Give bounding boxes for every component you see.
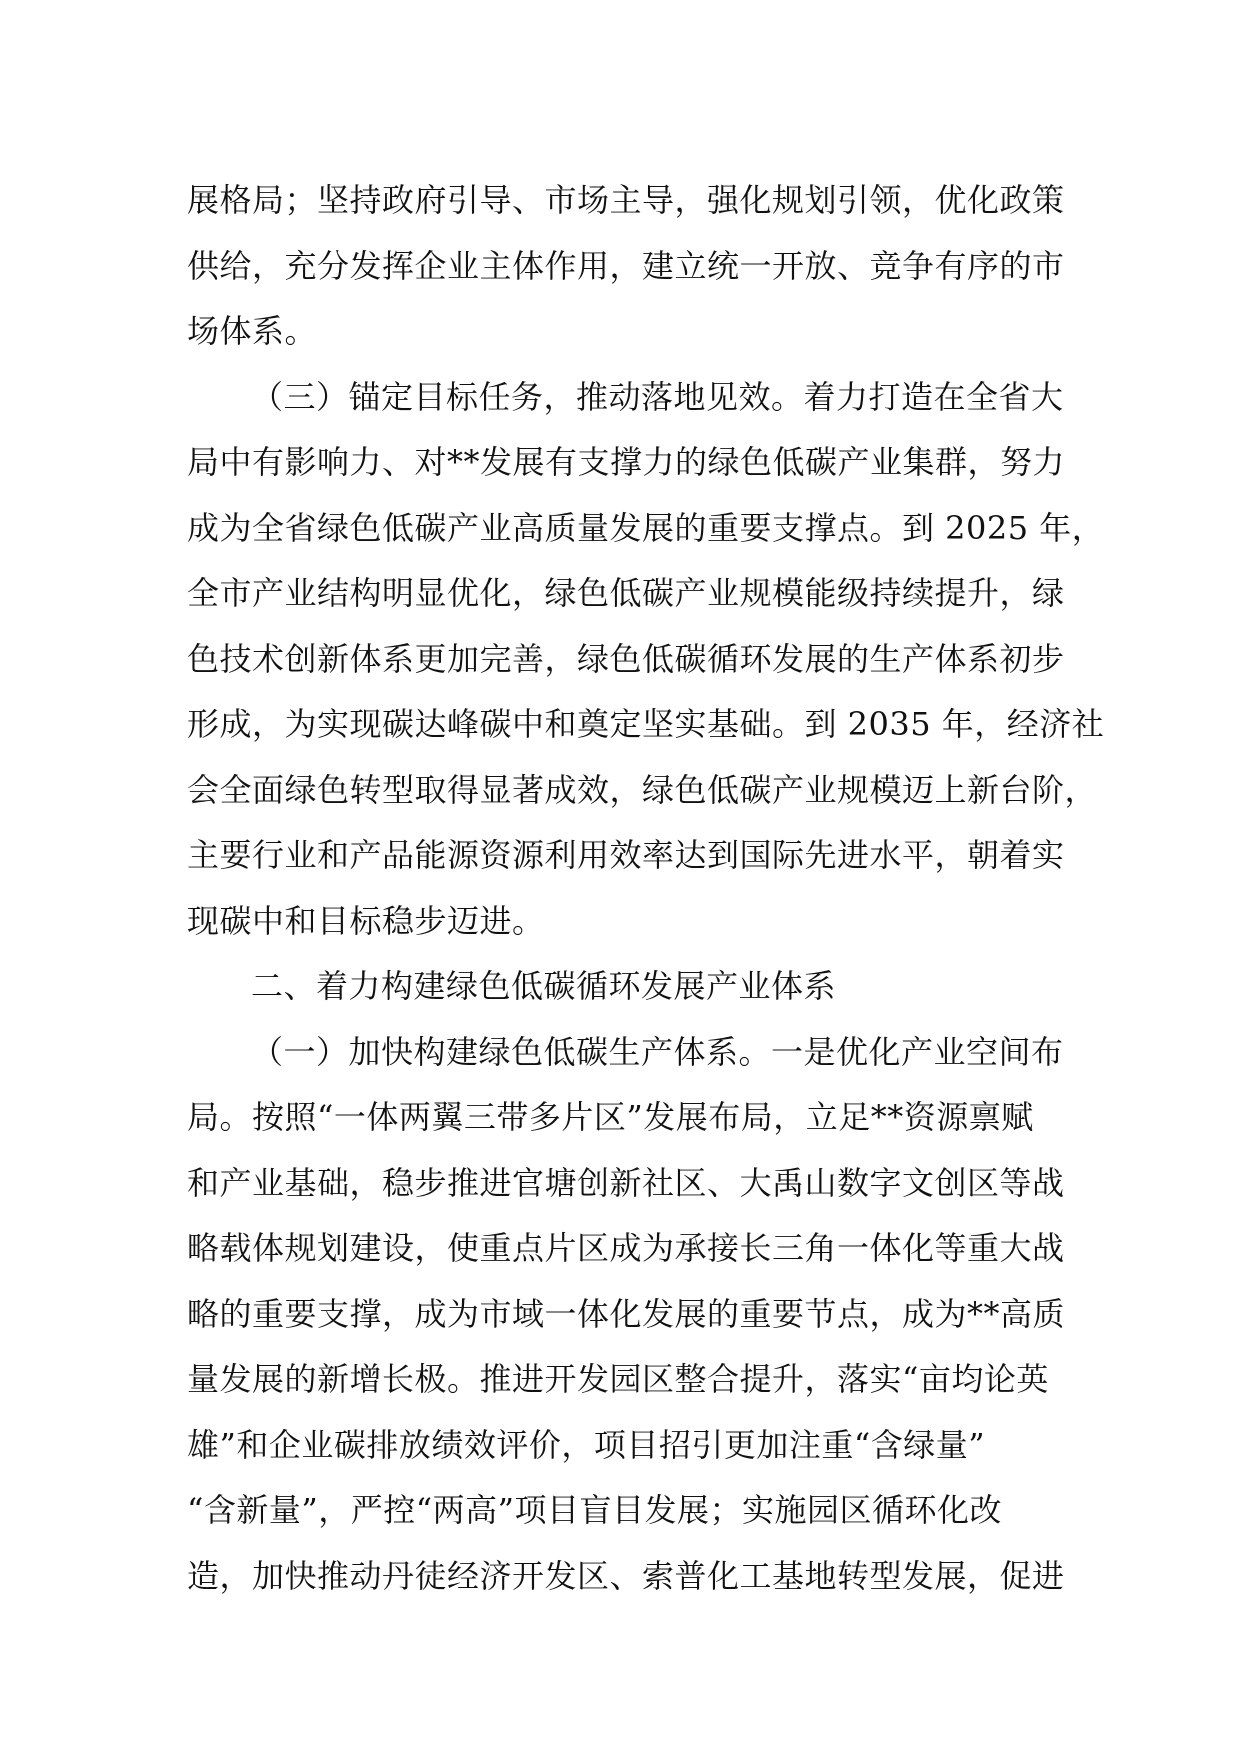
- text-line: 略载体规划建设，使重点片区成为承接长三角一体化等重大战: [187, 1229, 1065, 1267]
- text-line: 场体系。: [187, 312, 318, 350]
- text-line: 全市产业结构明显优化，绿色低碳产业规模能级持续提升，绿: [187, 574, 1065, 612]
- text-line: 造，加快推动丹徒经济开发区、索普化工基地转型发展，促进: [187, 1556, 1065, 1595]
- paragraph-heading-line: （一）加快构建绿色低碳生产体系。一是优化产业空间布: [251, 1032, 1064, 1071]
- paragraph-heading-line: （三）锚定目标任务，推动落地见效。着力打造在全省大: [251, 377, 1064, 416]
- text-line: 量发展的新增长极。推进开发园区整合提升，落实“亩均论英: [187, 1360, 1049, 1398]
- text-line: 供给，充分发挥企业主体作用，建立统一开放、竞争有序的市: [187, 246, 1065, 285]
- text-line: 雄”和企业碳排放绩效评价，项目招引更加注重“含绿量”: [187, 1425, 986, 1464]
- text-line: “含新量”，严控“两高”项目盲目发展；实施园区循环化改: [187, 1491, 1002, 1529]
- section-heading: 二、着力构建绿色低碳循环发展产业体系: [251, 967, 837, 1005]
- text-line: 成为全省绿色低碳产业高质量发展的重要支撑点。到 2025 年，: [187, 508, 1105, 547]
- body-text: [187, 168, 1105, 1609]
- text-line: 现碳中和目标稳步迈进。: [187, 901, 545, 940]
- text-line: 略的重要支撑，成为市域一体化发展的重要节点，成为**高质: [187, 1294, 1066, 1333]
- text-line: 和产业基础，稳步推进官塘创新社区、大禹山数字文创区等战: [187, 1163, 1065, 1202]
- text-line: 色技术创新体系更加完善，绿色低碳循环发展的生产体系初步: [187, 639, 1065, 678]
- text-line: 局。按照“一体两翼三带多片区”发展布局，立足**资源禀赋: [187, 1098, 1034, 1136]
- text-line: 局中有影响力、对**发展有支撑力的绿色低碳产业集群，努力: [187, 443, 1066, 481]
- text-line: 会全面绿色转型取得显著成效，绿色低碳产业规模迈上新台阶，: [187, 770, 1098, 809]
- text-line: 形成，为实现碳达峰碳中和奠定坚实基础。到 2035 年，经济社: [187, 705, 1105, 743]
- text-line: 展格局；坚持政府引导、市场主导，强化规划引领，优化政策: [187, 181, 1065, 219]
- text-line: 主要行业和产品能源资源利用效率达到国际先进水平，朝着实: [187, 836, 1065, 874]
